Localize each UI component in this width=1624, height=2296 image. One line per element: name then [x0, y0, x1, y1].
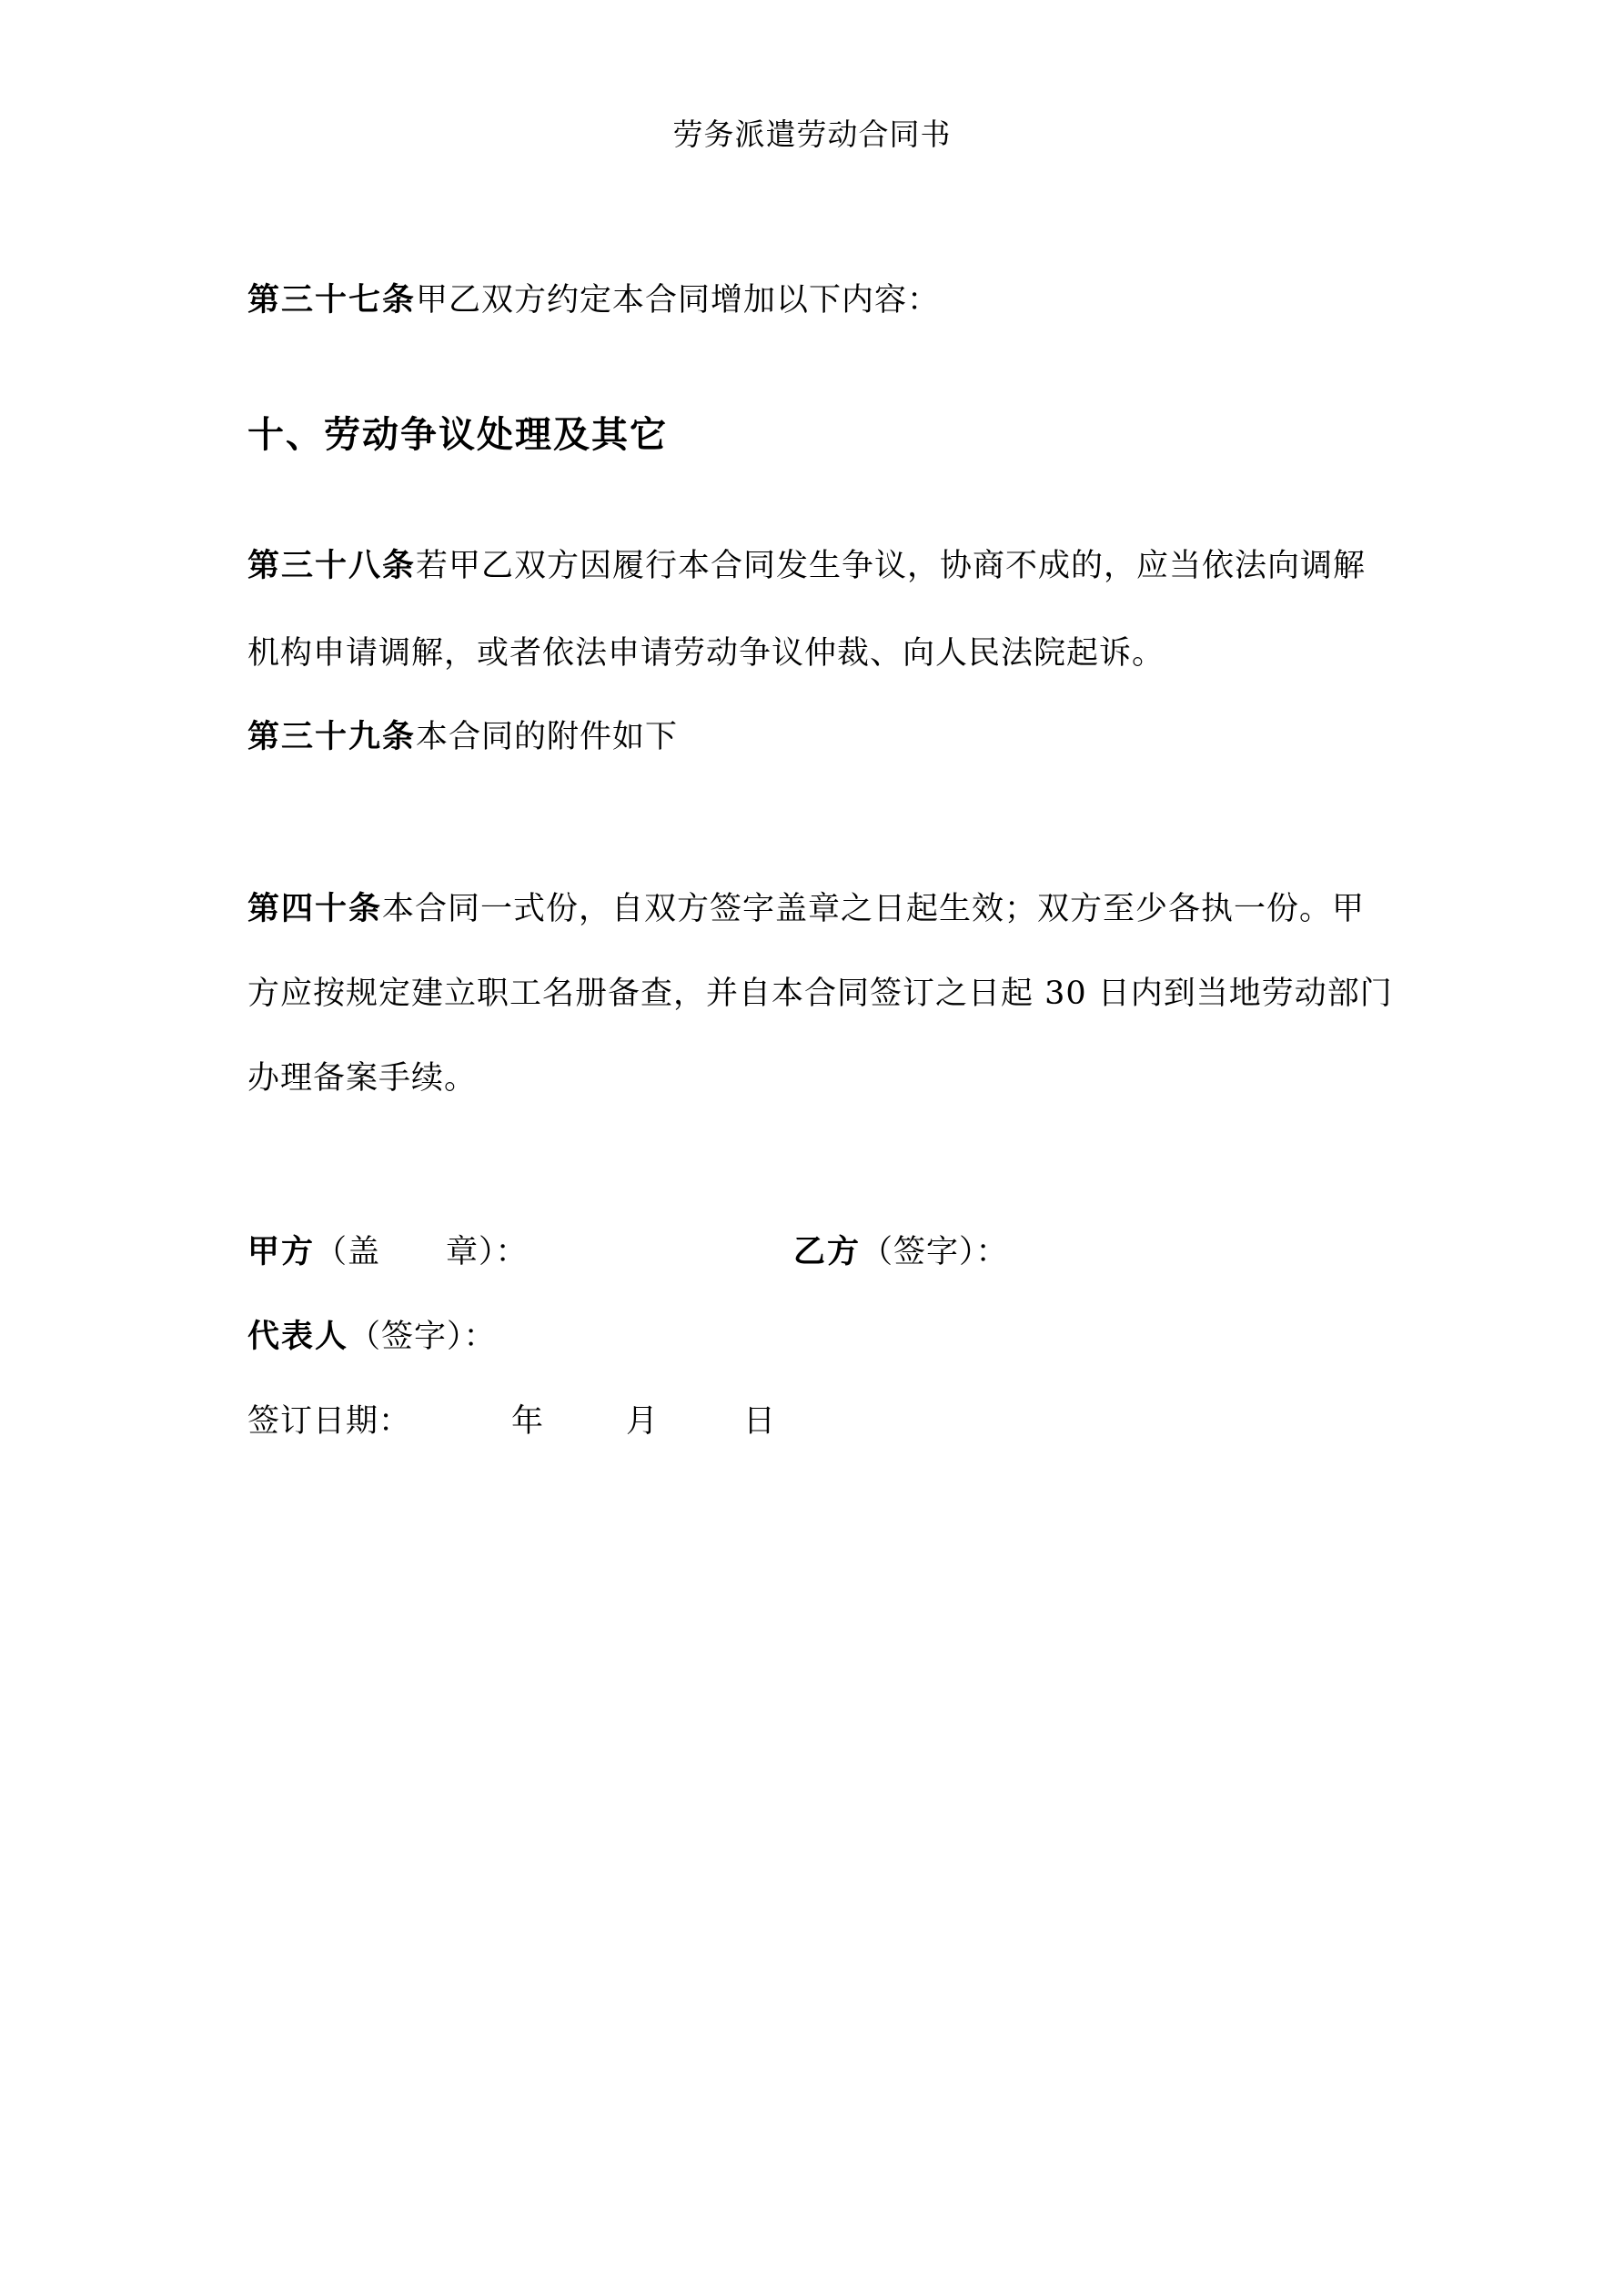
article-38-text-line2: 机构申请调解，或者依法申请劳动争议仲裁、向人民法院起诉。 — [247, 635, 1165, 672]
party-a-suffix: （盖 章）： — [315, 1234, 529, 1270]
article-37-text: 甲乙双方约定本合同增加以下内容： — [416, 282, 941, 319]
article-39-text: 本合同的附件如下 — [416, 719, 679, 755]
document-header-title: 劳务派遣劳动合同书 — [672, 116, 952, 152]
article-40-text-line2: 方应按规定建立职工名册备查，并自本合同签订之日起 30 日内到当地劳动部门 — [247, 976, 1393, 1012]
representative-suffix: （签字）： — [348, 1319, 497, 1355]
section-10-heading: 十、劳动争议处理及其它 — [247, 414, 668, 456]
party-b-label: 乙方 — [793, 1234, 862, 1270]
article-37-label: 第三十七条 — [247, 282, 417, 319]
article-40-line2 — [247, 972, 1394, 1016]
sign-date-label: 签订日期： — [247, 1403, 412, 1440]
article-38-line2 — [247, 632, 1394, 675]
article-38-line1 — [247, 544, 1394, 588]
article-39 — [247, 715, 1394, 759]
article-38-label: 第三十八条 — [247, 548, 417, 584]
representative-label: 代表人 — [247, 1319, 349, 1355]
article-39-label: 第三十九条 — [247, 719, 417, 755]
article-37 — [247, 278, 1394, 322]
article-40-line3 — [247, 1057, 1394, 1100]
article-38-text-line1: 若甲乙双方因履行本合同发生争议，协商不成的，应当依法向调解 — [416, 548, 1367, 584]
sign-date-year: 年 — [511, 1403, 545, 1440]
article-40-text-line1: 本合同一式份，自双方签字盖章之日起生效；双方至少各执一份。甲 — [382, 891, 1366, 927]
sign-date-month: 月 — [626, 1403, 660, 1440]
party-a-seal-line — [247, 1230, 529, 1274]
party-b-signature-line — [793, 1230, 1009, 1274]
party-a-label: 甲方 — [247, 1234, 316, 1270]
representative-signature-line — [247, 1315, 497, 1359]
article-40-line1 — [247, 887, 1394, 931]
article-40-text-line3: 办理备案手续。 — [247, 1060, 478, 1097]
sign-date-day: 日 — [743, 1403, 777, 1440]
article-40-label: 第四十条 — [247, 891, 383, 927]
party-b-suffix: （签字）： — [861, 1234, 1009, 1270]
